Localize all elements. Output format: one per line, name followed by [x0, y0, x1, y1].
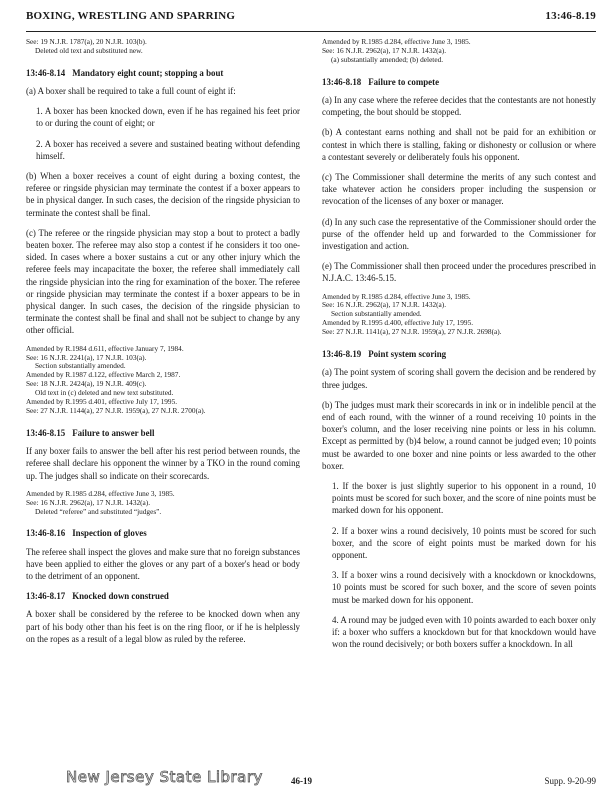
- history-line: Deleted old text and substituted new.: [35, 45, 143, 55]
- section-heading: [26, 527, 300, 539]
- section-title: Failure to compete: [368, 76, 440, 87]
- section-title: Point system scoring: [368, 349, 447, 360]
- section-heading: [322, 76, 596, 88]
- section-heading: [322, 348, 596, 360]
- paragraph: (b) When a boxer receives a count of eight during a boxing contest, the referee or ringside physician may terminate the contest if a boxer appears to be in physical danger. In such cases, the decision of the ringside physician to terminate the contest shall be final.: [26, 171, 300, 218]
- history-note: [26, 490, 300, 517]
- history-line: See: 18 N.J.R. 2424(a), 19 N.J.R. 409(c).: [26, 379, 147, 389]
- paragraph: (e) The Commissioner shall then proceed under the procedures prescribed in N.J.A.C. 13:46-5.15.: [322, 261, 596, 284]
- header-title: BOXING, WRESTLING AND SPARRING: [26, 10, 236, 22]
- paragraph: (a) In any case where the referee decides that the contestants are not honestly competing, the bout should be stopped.: [322, 94, 596, 118]
- supplement-date: Supp. 9-20-99: [544, 776, 596, 786]
- paragraph: (d) In any such case the representative of the Commissioner should order the purse of the offender held up and forwarded to the Commissioner for investigation and action.: [322, 216, 596, 251]
- history-line: Section substantially amended.: [35, 361, 126, 371]
- history-line: See: 16 N.J.R. 2962(a), 17 N.J.R. 1432(a).: [322, 45, 447, 55]
- section-title: Failure to answer bell: [72, 427, 155, 438]
- section-number: 13:46-8.14: [26, 67, 66, 78]
- paragraph: 3. If a boxer wins a round decisively with a knockdown or knockdowns, 10 points must be scored for such boxer, and the score of seven points must be marked down for his opponent.: [332, 570, 596, 605]
- section-heading: [26, 67, 300, 79]
- paragraph: (c) The referee or the ringside physician may stop a bout to protect a badly beaten boxer. The referee may also stop a contest if he considers it too one-sided. In cases where a boxer sustains a cut or any other injury which the referee feels may incapacitate the boxer, the referee shall immediately call the ringside physician into the ring for examination of the boxer. The referee or ringside physician may terminate the contest if a boxer appears to be in physical danger. In such cases, the decision of the ringside physician to terminate the contest shall be final and shall not be subject to change by any other official.: [26, 227, 300, 336]
- history-line: Section substantially amended.: [331, 309, 422, 319]
- section-heading: [26, 590, 300, 602]
- section-title: Inspection of gloves: [72, 528, 147, 539]
- paragraph: 1. If the boxer is just slightly superior to his opponent in a round, 10 points must be scored for such boxer, and the score of nine points must be marked down for his opponent.: [332, 480, 596, 516]
- history-line: Amended by R.1995 d.400, effective July 17, 1995.: [322, 318, 474, 328]
- history-line: (a) substantially amended; (b) deleted.: [331, 54, 444, 64]
- history-line: Amended by R.1995 d.401, effective July 17, 1995.: [26, 397, 178, 407]
- section-title: Knocked down construed: [72, 591, 169, 602]
- paragraph: The referee shall inspect the gloves and make sure that no foreign substances have been applied to either the gloves or any part of a boxer's head or body to the detriment of an opponent.: [26, 546, 300, 582]
- paragraph: A boxer shall be considered by the referee to be knocked down when any part of his body other than his feet is on the ring floor, or if he is helplessly on the ropes as a result of a legal blow as ruled by the referee.: [26, 609, 300, 644]
- paragraph: (c) The Commissioner shall determine the merits of any such contest and take whatever action he considers proper including the suspension or revocation of the licenses of any boxer or manager.: [322, 171, 596, 207]
- header-section-range: 13:46-8.19: [545, 10, 596, 22]
- history-line: Amended by R.1984 d.611, effective January 7, 1984.: [26, 343, 184, 353]
- section-number: 13:46-8.16: [26, 528, 66, 539]
- paragraph: If any boxer fails to answer the bell after his rest period between rounds, the referee shall declare his opponent the winner by a TKO in the round coming up. The judges shall so indicate on their scorecards.: [26, 446, 300, 481]
- section-number: 13:46-8.15: [26, 427, 66, 438]
- paragraph: 2. If a boxer wins a round decisively, 10 points must be scored for such boxer, and the score of eight points must be marked down for his opponent.: [332, 525, 596, 560]
- library-watermark: New Jersey State Library: [66, 768, 263, 786]
- history-note: [26, 345, 300, 416]
- history-note: [322, 293, 596, 338]
- history-line: See: 16 N.J.R. 2241(a), 17 N.J.R. 103(a).: [26, 352, 147, 362]
- header-rule: [26, 31, 596, 32]
- history-line: See: 16 N.J.R. 2962(a), 17 N.J.R. 1432(a).: [322, 300, 447, 310]
- page-number: 46-19: [291, 776, 312, 786]
- history-line: See: 27 N.J.R. 1141(a), 27 N.J.R. 1959(a), 27 N.J.R. 2698(a).: [322, 327, 502, 337]
- history-note: [322, 38, 596, 65]
- left-column: [26, 38, 300, 653]
- history-line: Old text in (c) deleted and new text substituted.: [35, 388, 174, 398]
- section-title: Mandatory eight count; stopping a bout: [72, 67, 224, 78]
- history-line: Deleted “referee” and substituted “judges”.: [35, 506, 162, 516]
- paragraph: (b) A contestant earns nothing and shall not be paid for an exhibition or contest in which there is stalling, faking or dishonesty or collusion or where a contestant severely or deliberately fouls his opponent.: [322, 127, 596, 162]
- section-number: 13:46-8.19: [322, 349, 362, 360]
- history-line: See: 16 N.J.R. 2962(a), 17 N.J.R. 1432(a).: [26, 497, 151, 507]
- running-header: [26, 10, 596, 22]
- paragraph: (b) The judges must mark their scorecards in ink or in indelible pencil at the end of each round, with the winner of a round receiving 10 points in the boxer's column, and the loser receiving nine points or less in his column. Except as permitted by (b)4 below, a round cannot be judged even; 10 points must be awarded to one boxer and nine points or less awarded to the other boxer.: [322, 399, 596, 471]
- history-line: See: 19 N.J.R. 1787(a), 20 N.J.R. 103(b).: [26, 37, 147, 46]
- history-line: Amended by R.1987 d.122, effective March 2, 1987.: [26, 370, 181, 380]
- section-number: 13:46-8.17: [26, 591, 66, 602]
- paragraph: (a) A boxer shall be required to take a full count of eight if:: [26, 86, 236, 97]
- history-note: [26, 38, 300, 56]
- section-heading: [26, 427, 300, 439]
- right-column: [322, 38, 596, 658]
- paragraph: 1. A boxer has been knocked down, even if he has regained his feet prior to or during the count of eight; or: [36, 106, 300, 129]
- history-line: Amended by R.1985 d.284, effective June 3, 1985.: [26, 488, 175, 498]
- paragraph: (a) The point system of scoring shall govern the decision and be rendered by three judges.: [322, 367, 596, 390]
- history-line: See: 27 N.J.R. 1144(a), 27 N.J.R. 1959(a), 27 N.J.R. 2700(a).: [26, 406, 206, 416]
- history-line: Amended by R.1985 d.284, effective June 3, 1985.: [322, 291, 471, 301]
- paragraph: 2. A boxer has received a severe and sustained beating without defending himself.: [36, 138, 300, 161]
- history-line: Amended by R.1985 d.284, effective June 3, 1985.: [322, 37, 471, 46]
- paragraph: 4. A round may be judged even with 10 points awarded to each boxer only if: a boxer who suffers a knockdown but for that knockdown would have won the round decisively; or both boxers suffer a knockdown. In all: [332, 614, 596, 650]
- section-number: 13:46-8.18: [322, 76, 362, 87]
